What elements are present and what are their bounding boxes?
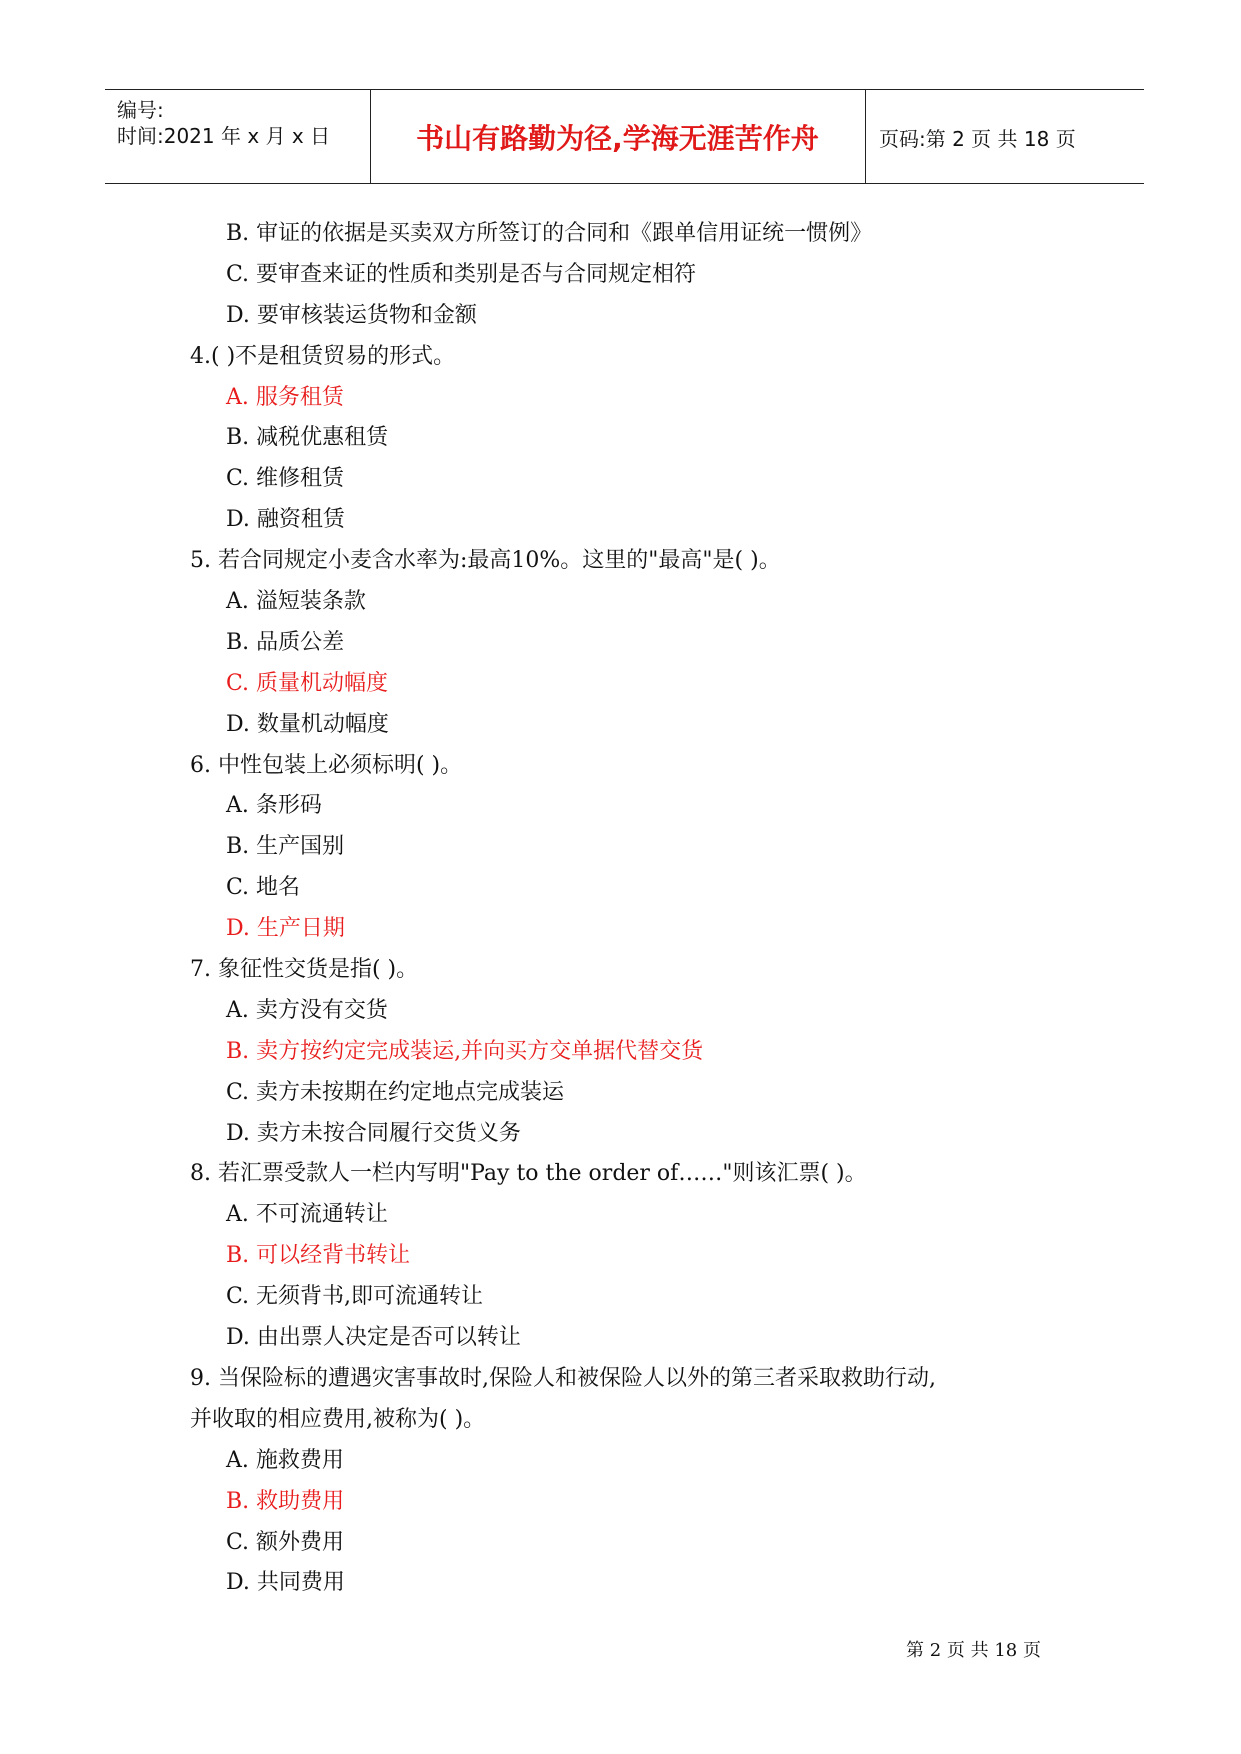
answer-option: B. 救助费用 bbox=[226, 1488, 345, 1514]
document-time-label: 时间:2021 年 x 月 x 日 bbox=[117, 124, 331, 148]
question-line: 4.( )不是租赁贸易的形式。 bbox=[190, 343, 456, 369]
option-line: D. 融资租赁 bbox=[226, 507, 345, 533]
option-line: D. 要审核装运货物和金额 bbox=[226, 302, 477, 328]
answer-option: B. 可以经背书转让 bbox=[226, 1243, 411, 1269]
option-line: D. 由出票人决定是否可以转让 bbox=[226, 1325, 521, 1351]
option-line: C. 卖方未按期在约定地点完成装运 bbox=[226, 1079, 565, 1105]
header-motto: 书山有路勤为径,学海无涯苦作舟 bbox=[416, 122, 819, 155]
question-line: 5. 若合同规定小麦含水率为:最高10%。这里的"最高"是( )。 bbox=[190, 548, 781, 574]
question-line: 8. 若汇票受款人一栏内写明"Pay to the order of……"则该汇票( )。 bbox=[190, 1161, 867, 1187]
option-line: B. 审证的依据是买卖双方所签订的合同和《跟单信用证统一惯例》 bbox=[226, 221, 873, 246]
page-header bbox=[105, 89, 1144, 184]
document-number-label: 编号: bbox=[117, 98, 164, 122]
page-footer: 第 2 页 共 18 页 bbox=[906, 1640, 1041, 1661]
option-line: C. 地名 bbox=[226, 875, 301, 901]
question-line: 并收取的相应费用,被称为( )。 bbox=[190, 1406, 486, 1432]
option-line: B. 生产国别 bbox=[226, 834, 345, 860]
option-line: D. 卖方未按合同履行交货义务 bbox=[226, 1120, 521, 1146]
header-motto-cell bbox=[370, 90, 866, 183]
option-line: D. 数量机动幅度 bbox=[226, 711, 389, 737]
header-page-cell bbox=[865, 90, 1144, 183]
option-line: A. 条形码 bbox=[226, 793, 322, 819]
option-line: B. 减税优惠租赁 bbox=[226, 425, 389, 451]
option-line: B. 品质公差 bbox=[226, 629, 345, 655]
question-line: 9. 当保险标的遭遇灾害事故时,保险人和被保险人以外的第三者采取救助行动, bbox=[190, 1365, 936, 1391]
option-line: A. 施救费用 bbox=[226, 1447, 344, 1473]
option-line: D. 共同费用 bbox=[226, 1570, 345, 1596]
option-line: C. 要审查来证的性质和类别是否与合同规定相符 bbox=[226, 261, 697, 287]
question-line: 7. 象征性交货是指( )。 bbox=[190, 957, 419, 983]
option-line: A. 不可流通转让 bbox=[226, 1202, 388, 1228]
header-left-cell bbox=[105, 90, 371, 183]
answer-option: B. 卖方按约定完成装运,并向买方交单据代替交货 bbox=[226, 1038, 704, 1064]
question-line: 6. 中性包装上必须标明( )。 bbox=[190, 752, 463, 778]
option-line: C. 维修租赁 bbox=[226, 466, 345, 492]
header-page-info: 页码:第 2 页 共 18 页 bbox=[879, 127, 1076, 151]
option-line: C. 额外费用 bbox=[226, 1529, 345, 1555]
option-line: A. 溢短装条款 bbox=[226, 589, 366, 615]
option-line: C. 无须背书,即可流通转让 bbox=[226, 1284, 484, 1310]
answer-option: A. 服务租赁 bbox=[226, 384, 344, 410]
answer-option: D. 生产日期 bbox=[226, 916, 345, 942]
option-line: A. 卖方没有交货 bbox=[226, 997, 388, 1023]
question-list bbox=[0, 214, 1241, 1604]
answer-option: C. 质量机动幅度 bbox=[226, 670, 389, 696]
